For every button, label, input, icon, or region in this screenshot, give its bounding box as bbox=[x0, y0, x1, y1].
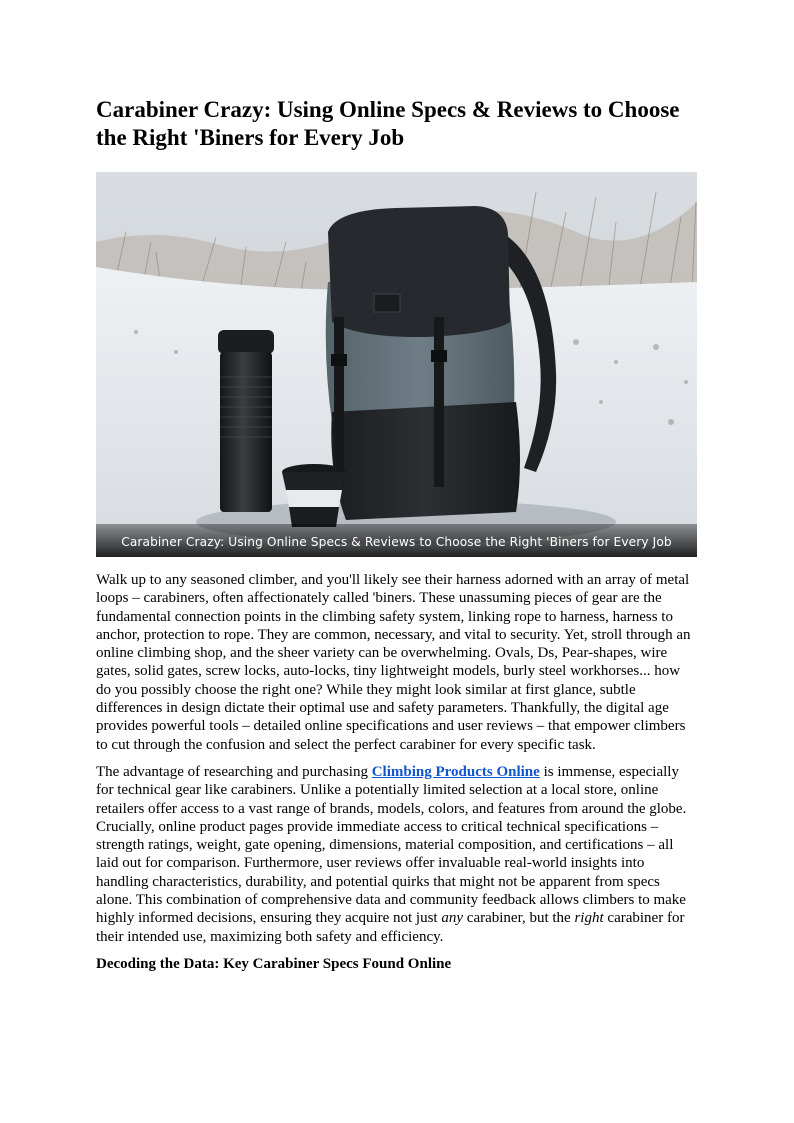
article-title: Carabiner Crazy: Using Online Specs & Reviews to Choose the Right 'Biners for Every Job bbox=[96, 97, 680, 150]
paragraph-advantage-text-4: carabiner for their intended use, maximizing both safety and efficiency. bbox=[96, 910, 685, 945]
paragraph-advantage-text-3: carabiner, but the bbox=[463, 910, 575, 927]
document-page bbox=[96, 96, 697, 973]
emphasis-right: right bbox=[574, 910, 604, 927]
section-heading: Decoding the Data: Key Carabiner Specs Found Online bbox=[96, 955, 452, 972]
hero-caption: Carabiner Crazy: Using Online Specs & Reviews to Choose the Right 'Biners for Every Job bbox=[96, 524, 697, 557]
paragraph-advantage bbox=[96, 763, 697, 946]
paragraph-intro: Walk up to any seasoned climber, and you'll likely see their harness adorned with an array of metal loops – carabiners, often affectionately called 'biners. These unassuming pieces of gear are the fundamental connection points in the climbing safety system, linking rope to harness, harness to anchor, protection to rope. They are common, necessary, and vital to security. Yet, stroll through an online climbing shop, and the sheer variety can be overwhelming. Ovals, Ds, Pear-shapes, wire gates, solid gates, screw locks, auto-locks, tiny lightweight models, burly steel workhorses... how do you possibly choose the right one? While they might look similar at first glance, subtle differences in design dictate their optimal use and safety parameters. Thankfully, the digital age provides powerful tools – detailed online specifications and user reviews – that empower climbers to cut through the confusion and select the perfect carabiner for every specific task. bbox=[96, 572, 691, 753]
paragraph-advantage-text-2: is immense, especially for technical gear like carabiners. Unlike a potentially limited selection at a local store, online retailers offer access to a vast range of brands, models, colors, and features from around the globe. Crucially, online product pages provide immediate access to critical technical specifications – strength ratings, weight, gate opening, dimensions, material composition, and certifications – all laid out for comparison. Furthermore, user reviews offer invaluable real-world insights into handling characteristics, durability, and potential quirks that might not be apparent from specs alone. This combination of comprehensive data and community feedback allows climbers to make highly informed decisions, ensuring they acquire not just bbox=[96, 763, 687, 927]
backpack-photo bbox=[96, 172, 697, 557]
emphasis-any: any bbox=[441, 910, 464, 927]
hero-image bbox=[96, 172, 697, 557]
climbing-products-online-link[interactable]: Climbing Products Online bbox=[371, 763, 540, 780]
paragraph-advantage-text-1: The advantage of researching and purchasing bbox=[96, 763, 372, 780]
